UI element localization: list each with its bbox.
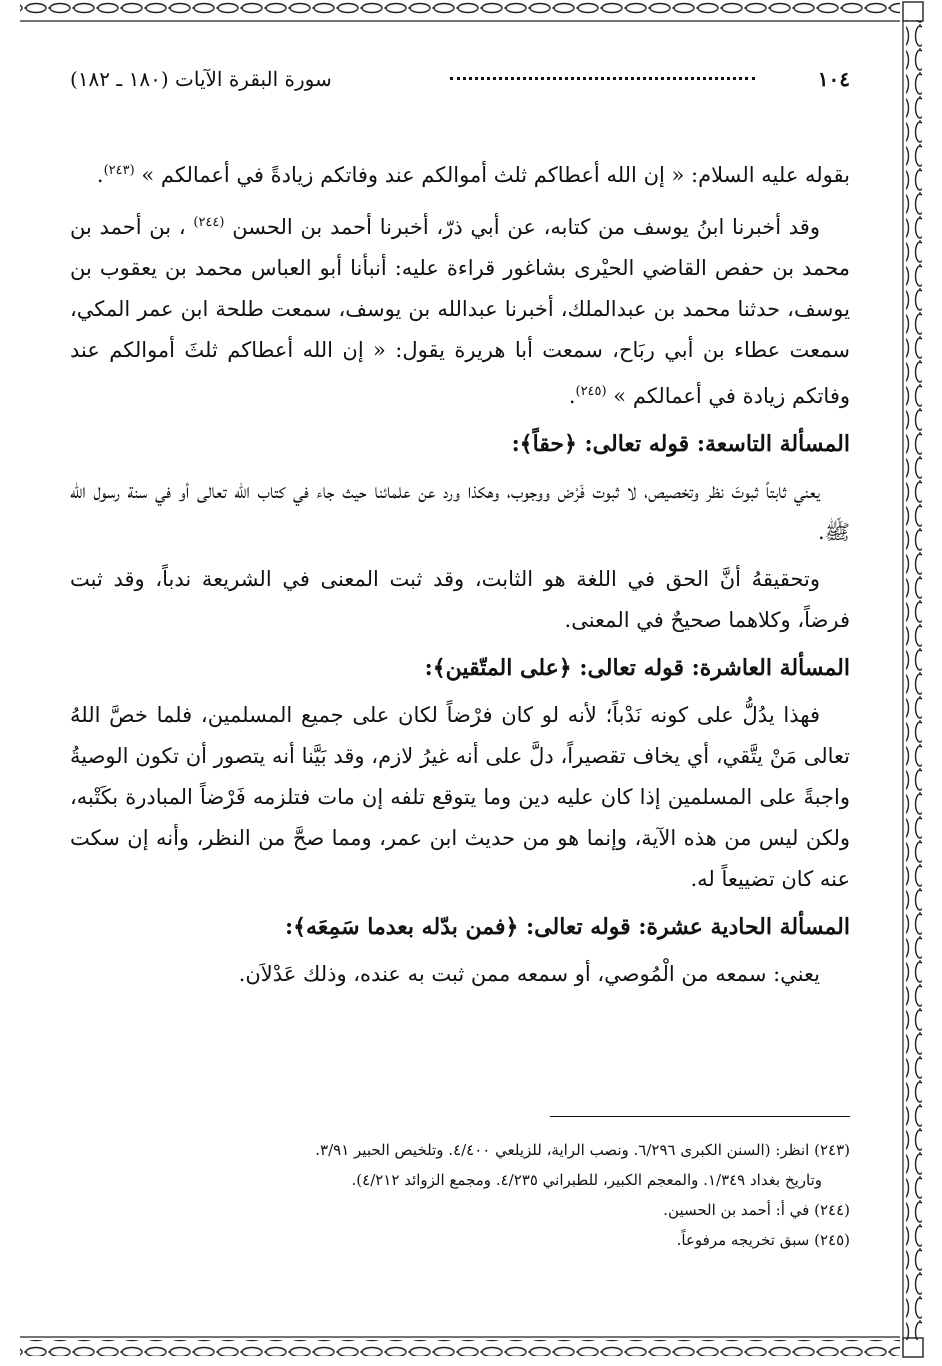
footnote-number: (٢٤٣) — [814, 1141, 850, 1159]
footnotes — [70, 1135, 850, 1255]
header-title: سورة البقرة الآيات (١٨٠ ـ ١٨٢) — [70, 67, 332, 91]
body-text — [70, 150, 850, 1001]
heading-tenth-issue: المسألة العاشرة: قوله تعالى: ﴿على المتّقين﴾: — [424, 655, 850, 681]
paragraph-2: وقد أخبرنا ابنُ يوسف من كتابه، عن أبي ذرّ، أخبرنا أحمد بن الحسن $^{(٢٤٤)}$ ، بن أحمد بن محمد بن حفص القاضي الحيْرى بشاغور قراءة عليه: أنبأنا أبو العباس محمد بن يعقوب بن يوسف، حدثنا محمد بن عبدالملك، أخبرنا عبدالله بن يوسف، سمعت طلحة ابن عمر المكي، سمعت عطاء بن أبي ربَاح، سمعت أبا هريرة يقول: « إن الله أعطاكم ثلثَ أموالكم عند وفاتكم زيادة في أعمالكم » $^{(٢٤٥)}$. — [70, 215, 850, 408]
paragraph-6: يعني: سمعه من الْمُوصي، أو سمعه ممن ثبت به عنده، وذلك عَدْلاَن. — [238, 962, 820, 986]
heading-eleventh-issue: المسألة الحادية عشرة: قوله تعالى: ﴿فمن بدّله بعدما سَمِعَه﴾: — [285, 914, 850, 940]
footnote-243-continued: وتاريخ بغداد ١/٣٤٩. والمعجم الكبير، للطبراني ٤/٢٣٥. ومجمع الزوائد ٤/٢١٢). — [351, 1171, 822, 1189]
footnote-number: (٢٤٤) — [814, 1201, 850, 1219]
paragraph-4: وتحقيقهُ أنَّ الحق في اللغة هو الثابت، وقد ثبت المعنى في الشريعة ندباً، وقد ثبت فرضاً، وكلاهما صحيحٌ في المعنى. — [70, 567, 850, 632]
footnote-separator — [550, 1116, 850, 1117]
header-leader-dots — [450, 77, 755, 80]
footnote-245: (٢٤٥) سبق تخريجه مرفوعاً. — [676, 1231, 850, 1249]
footnote-243: (٢٤٣) انظر: (السنن الكبرى ٦/٢٩٦. ونصب الراية، للزيلعي ٤/٤٠٠. وتلخيص الحبير ٣/٩١. — [315, 1141, 850, 1159]
footnote-244: (٢٤٤) في أ: أحمد بن الحسين. — [663, 1201, 850, 1219]
footnote-ref-244[interactable]: (٢٤٤) — [193, 215, 225, 230]
page-number: ١٠٤ — [817, 67, 850, 91]
paragraph-5: فهذا يدُلُّ على كونه نَدْباً؛ لأنه لو كان فرْضاً لكان على جميع المسلمين، فلما خصَّ اللهُ تعالى مَنْ يتَّقي، أي يخاف تقصيراً، دلَّ على أنه غيرُ لازم، وقد بَيَّنا أنه يتصور أن تكون الوصيةُ واجبةً على المسلمين إذا كان عليه دين وما يتوقع تلفه إن مات فتلزمه فَرْضاً المبادرة بكَتْبه، ولكن ليس من هذه الآية، وإنما هو من حديث ابن عمر، ومما صحَّ من النظر، وأنه إن سكت عنه كان تضييعاً له. — [70, 703, 850, 891]
paragraph-3: يعني ثابتاً ثبوتَ نظر وتخصيص، لا ثبوت فَرْض ووجوب، وهكذا ورد عن علمائنا حيث جاء في كتاب الله تعالى أو في سنة رسول الله ﷺ. — [70, 479, 850, 544]
page — [70, 50, 850, 1290]
footnote-number: (٢٤٥) — [814, 1231, 850, 1249]
paragraph-1: بقوله عليه السلام: « إن الله أعطاكم ثلث أموالكم عند وفاتكم زيادةً في أعمالكم » $^{(٢٤٣)}$. — [96, 163, 850, 187]
footnote-ref-243[interactable]: (٢٤٣) — [103, 163, 135, 178]
footnote-ref-245[interactable]: (٢٤٥) — [575, 384, 607, 399]
running-header — [70, 64, 850, 94]
heading-ninth-issue: المسألة التاسعة: قوله تعالى: ﴿حقاً﴾: — [511, 431, 850, 457]
